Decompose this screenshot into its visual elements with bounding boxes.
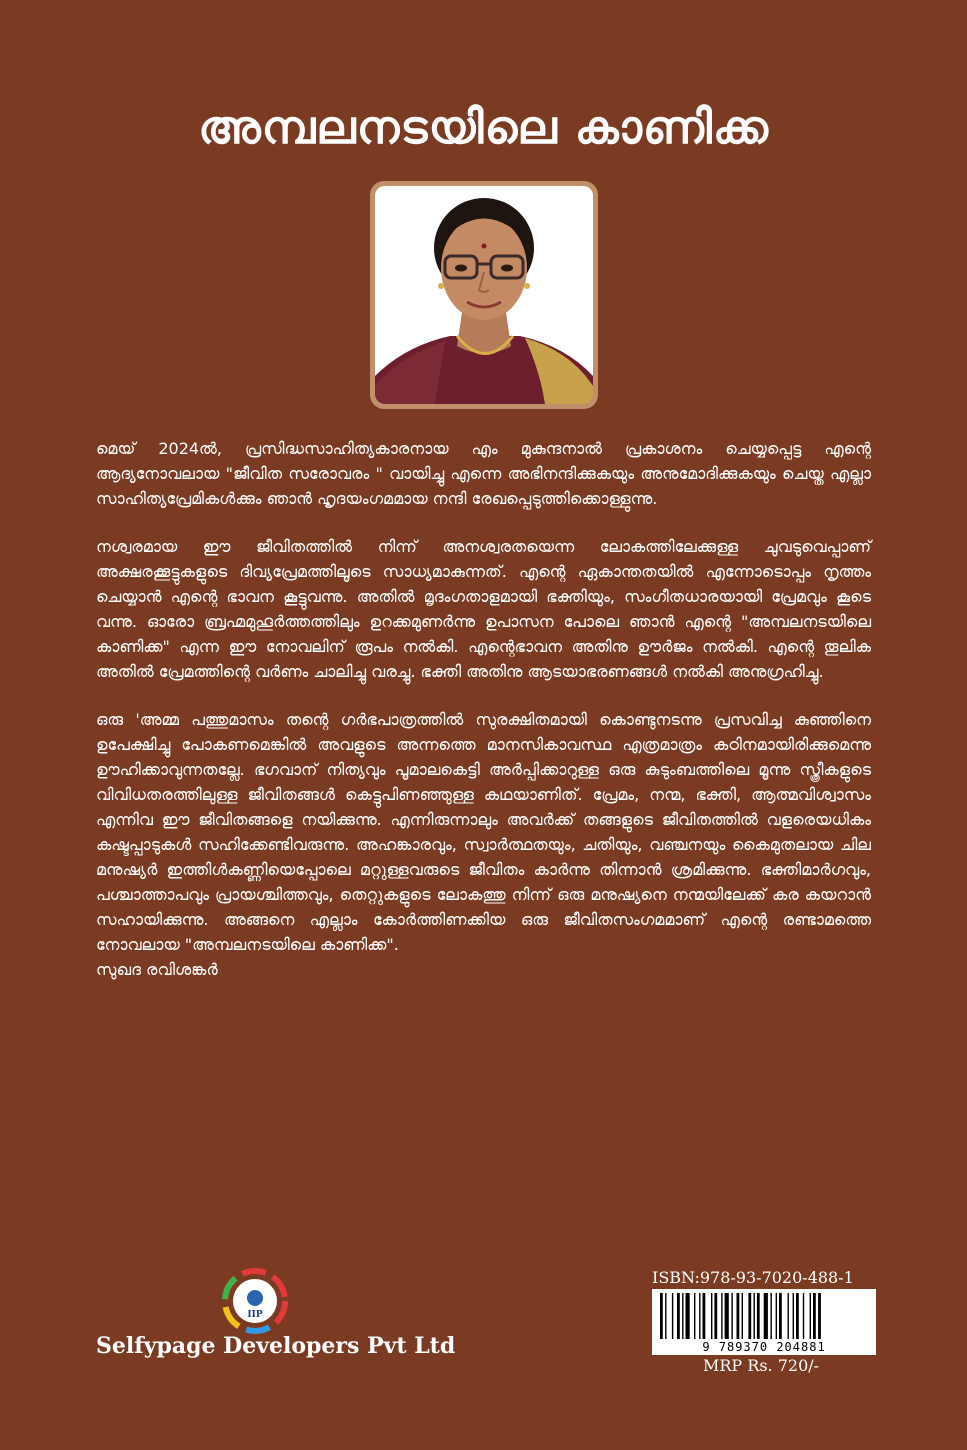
barcode-bar: [721, 1293, 722, 1339]
barcode-bar: [748, 1293, 751, 1339]
barcode-bar: [810, 1293, 811, 1339]
barcode-bar: [776, 1293, 777, 1339]
back-cover-blurb: [96, 436, 871, 982]
barcode-bar: [737, 1293, 740, 1339]
barcode-bar: [788, 1293, 789, 1339]
barcode-bar: [703, 1293, 706, 1339]
blurb-paragraph-2: നശ്വരമായ ഈ ജീവിതത്തിൽ നിന്ന് അനശ്വരതയെന്ന ലോകത്തിലേക്കുള്ള ചുവടുവെപ്പാണ് അക്ഷരക്കൂട്ടുകളുടെ ദിവ്യപ്രേമത്തിലൂടെ സാധ്യമാകുന്നത്. എന്റെ ഏകാന്തതയിൽ എന്നോടൊപ്പം നൃത്തം ചെയ്യാൻ എന്റെ ഭാവന കൂട്ടുവന്നു. അതിൽ മൃദംഗതാളമായി ഭക്തിയും, സംഗീതധാരയായി പ്രേമവും കൂടെ വന്നു. ഓരോ ബ്രഹ്മമുഹൂർത്തത്തിലും ഉറക്കമുണർന്നു ഉപാസന പോലെ ഞാൻ എന്റെ "അമ്പലനടയിലെ കാണിക്ക" എന്ന ഈ നോവലിന് രൂപം നൽകി. എന്റെഭാവന അതിനു ഊർജം നൽകി. എന്റെ തൂലിക അതിൽ പ്രേമത്തിന്റെ വർണം ചാലിച്ചു വരച്ചു. ഭക്തി അതിനു ആടയാഭരണങ്ങൾ നൽകി അനുഗ്രഹിച്ചു.: [96, 537, 871, 681]
blurb-paragraph-1: മെയ് 2024ൽ, പ്രസിദ്ധസാഹിത്യകാരനായ എം മുകുന്ദനാൽ പ്രകാശനം ചെയ്യപ്പെട്ട എന്റെ ആദ്യനോവലായ "ജീവിത സരോവരം " വായിച്ചു എന്നെ അഭിനന്ദിക്കുകയും അനുമോദിക്കുകയും ചെയ്ത എല്ലാ സാഹിത്യപ്രേമികൾക്കും ഞാൻ ഹൃദയംഗമമായ നന്ദി രേഖപ്പെടുത്തിക്കൊള്ളുന്നു.: [96, 439, 871, 508]
barcode-bar: [754, 1293, 755, 1339]
barcode-bar: [771, 1293, 772, 1339]
publisher-logo-icon: [222, 1268, 288, 1334]
blurb-paragraph-3: ഒരു 'അമ്മ പത്തുമാസം തന്റെ ഗർഭപാത്രത്തിൽ സുരക്ഷിതമായി കൊണ്ടുനടന്നു പ്രസവിച്ച കുഞ്ഞിനെ ഉപേക്ഷിച്ചു പോകണമെങ്കിൽ അവളുടെ അന്നത്തെ മാനസികാവസ്ഥ എത്രമാത്രം കഠിനമായിരിക്കുമെന്നു ഊഹിക്കാവുന്നതല്ലേ. ഭഗവാന് നിത്യവും പൂമാലകെട്ടി അർപ്പിക്കാറുള്ള ഒരു കുടുംബത്തിലെ മൂന്നു സ്ത്രീകളുടെ വിവിധതരത്തിലുള്ള ജീവിതങ്ങൾ കെട്ടുപിണഞ്ഞുള്ള കഥയാണിത്. പ്രേമം, നന്മ, ഭക്തി, ആത്മവിശ്വാസം എന്നിവ ഈ ജീവിതങ്ങളെ നയിക്കുന്നു. എന്നിരുന്നാലും അവർക്ക് തങ്ങളുടെ ജീവിതത്തിൽ വളരെയധികം കഷ്ടപ്പാടുകൾ സഹിക്കേണ്ടിവരുന്നു. അഹങ്കാരവും, സ്വാർത്ഥതയും, ചതിയും, വഞ്ചനയും കൈമുതലായ ചില മനുഷ്യർ ഇത്തിൾകണ്ണിയെപ്പോലെ മറ്റുള്ളവരുടെ ജീവിതം കാർന്നു തിന്നാൻ ശ്രമിക്കുന്നു. ഭക്തിമാർഗവും, പശ്ചാത്താപവും പ്രായശ്ചിത്തവും, തെറ്റുകളുടെ ലോകത്തു നിന്ന് ഒരു മനുഷ്യനെ നന്മയിലേക്ക് കര കയറാൻ സഹായിക്കുന്നു. അങ്ങനെ എല്ലാം കോർത്തിണക്കിയ ഒരു ജീവിതസംഗമമാണ് എന്റെ രണ്ടാമത്തെ നോവലായ "അമ്പലനടയിലെ കാണിക്ക".: [96, 710, 871, 954]
barcode-bar: [677, 1293, 680, 1339]
mrp-label: MRP Rs. 720/-: [703, 1356, 820, 1375]
barcode-bar: [731, 1293, 732, 1339]
barcode-bar: [813, 1293, 816, 1339]
barcode-bar: [757, 1293, 760, 1339]
barcode-bar: [660, 1293, 663, 1339]
barcode-bar: [682, 1293, 683, 1339]
barcode-bar: [793, 1293, 794, 1339]
logo-text: IIP: [247, 1310, 263, 1320]
barcode-bar: [711, 1293, 712, 1339]
barcode: [652, 1289, 876, 1355]
barcode-bar: [764, 1293, 768, 1339]
barcode-bar: [686, 1293, 690, 1339]
author-portrait-icon: [375, 186, 593, 404]
barcode-digits: 9 789370 204881: [702, 1340, 826, 1354]
book-title: അമ്പലനടയിലെ കാണിക്ക: [198, 100, 769, 154]
barcode-bar: [803, 1293, 804, 1339]
barcode-bar: [796, 1293, 799, 1339]
publisher-name: Selfypage Developers Pvt Ltd: [96, 1333, 456, 1359]
barcode-bar: [779, 1293, 782, 1339]
barcode-bar: [714, 1293, 717, 1339]
barcode-bar: [672, 1293, 673, 1339]
barcode-bar: [725, 1293, 729, 1339]
barcode-bar: [699, 1293, 700, 1339]
barcode-bar: [742, 1293, 743, 1339]
isbn-label: ISBN:978-93-7020-488-1: [652, 1268, 854, 1287]
barcode-bars-icon: [658, 1293, 870, 1339]
barcode-bar: [665, 1293, 666, 1339]
barcode-bar: [818, 1293, 821, 1339]
author-signature: സുഖദ രവിശങ്കർ: [96, 960, 218, 979]
barcode-bar: [694, 1293, 695, 1339]
author-photo-frame: [370, 181, 598, 409]
